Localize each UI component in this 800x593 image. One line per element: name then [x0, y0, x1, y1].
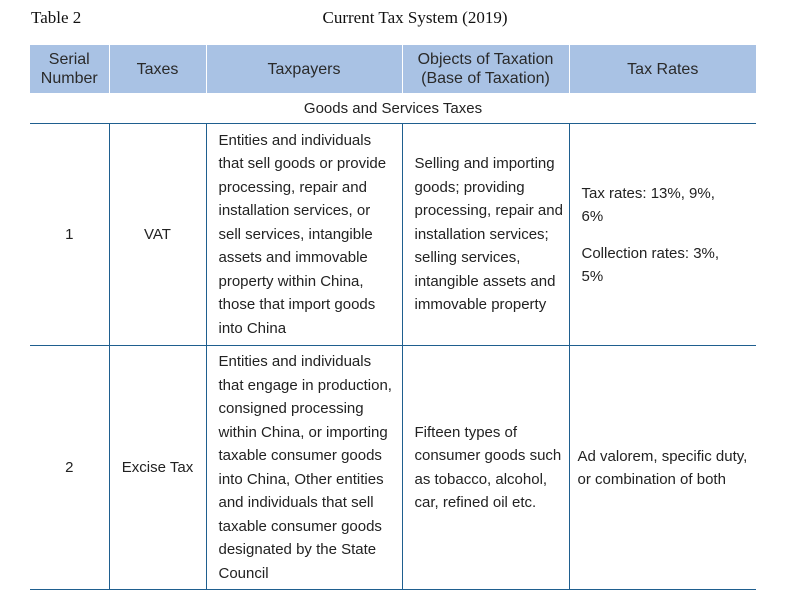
- header-taxpayers: Taxpayers: [206, 45, 402, 93]
- text-line: installation services;: [414, 225, 549, 243]
- table-label: Table 2: [31, 8, 82, 27]
- text-line: Entities and individuals: [218, 131, 372, 149]
- objects-cell: [402, 124, 569, 346]
- rates-paragraph: [582, 182, 745, 228]
- header-objects-of-taxation: [402, 45, 569, 93]
- text-line: Fifteen types of: [414, 423, 518, 441]
- text-line: taxable consumer goods: [218, 447, 382, 464]
- text-line: designated by the State: [218, 541, 377, 558]
- text-line: within China, or importing: [218, 423, 388, 441]
- header-objects-line2: (Base of Taxation): [421, 70, 550, 87]
- header-serial-number: [30, 45, 109, 93]
- rates-paragraph: [582, 242, 745, 288]
- header-serial-line1: Serial: [48, 51, 90, 68]
- text-line: 5%: [581, 267, 604, 285]
- section-row: [30, 93, 756, 124]
- text-line: Tax rates: 13%, 9%,: [581, 184, 715, 202]
- header-objects-line1: Objects of Taxation: [417, 51, 554, 68]
- header-row: [30, 45, 756, 93]
- header-serial-line2: Number: [40, 70, 98, 87]
- text-line: property within China,: [218, 272, 364, 290]
- tax-rates-cell: [569, 346, 756, 590]
- text-line: consumer goods such: [414, 447, 562, 464]
- text-line: processing, repair and: [414, 202, 563, 220]
- text-line: goods; providing: [414, 178, 525, 196]
- text-line: that sell goods or provide: [218, 155, 387, 173]
- text-line: sell services, intangible: [218, 225, 373, 243]
- text-line: processing, repair and: [218, 178, 367, 196]
- tax-name-cell: Excise Tax: [109, 346, 206, 590]
- text-line: or combination of both: [577, 470, 726, 488]
- text-line: into China: [218, 319, 287, 337]
- taxpayers-cell: [206, 346, 402, 590]
- text-line: into China, Other entities: [218, 470, 384, 488]
- text-line: consigned processing: [218, 400, 364, 417]
- text-line: that engage in production,: [218, 376, 392, 394]
- text-line: installation services, or: [218, 202, 371, 220]
- table-title: Current Tax System (2019): [322, 8, 508, 27]
- tax-table: [30, 45, 756, 590]
- text-line: Collection rates: 3%,: [581, 244, 720, 262]
- text-line: as tobacco, alcohol,: [414, 470, 548, 488]
- text-line: 6%: [581, 207, 604, 225]
- serial-cell: 1: [30, 124, 109, 346]
- serial-cell: 2: [30, 346, 109, 590]
- taxpayers-cell: [206, 124, 402, 346]
- text-line: those that import goods: [218, 296, 376, 314]
- table-row: [30, 124, 756, 346]
- text-line: Council: [218, 564, 269, 582]
- text-line: assets and immovable: [218, 249, 368, 267]
- text-line: Selling and importing: [414, 155, 555, 173]
- text-line: Entities and individuals: [218, 353, 372, 370]
- table-row: [30, 346, 756, 590]
- section-title: Goods and Services Taxes: [30, 93, 756, 124]
- tax-name-cell: VAT: [109, 124, 206, 346]
- text-line: immovable property: [414, 296, 547, 314]
- text-line: intangible assets and: [414, 272, 556, 290]
- header-tax-rates: Tax Rates: [569, 45, 756, 93]
- text-line: Ad valorem, specific duty,: [577, 447, 748, 465]
- objects-cell: [402, 346, 569, 590]
- text-line: car, refined oil etc.: [414, 494, 537, 511]
- rates-paragraph: [578, 445, 753, 491]
- header-taxes: Taxes: [109, 45, 206, 93]
- tax-rates-cell: [569, 124, 756, 346]
- text-line: taxable consumer goods: [218, 517, 382, 535]
- text-line: selling services,: [414, 249, 521, 267]
- text-line: and individuals that sell: [218, 494, 374, 511]
